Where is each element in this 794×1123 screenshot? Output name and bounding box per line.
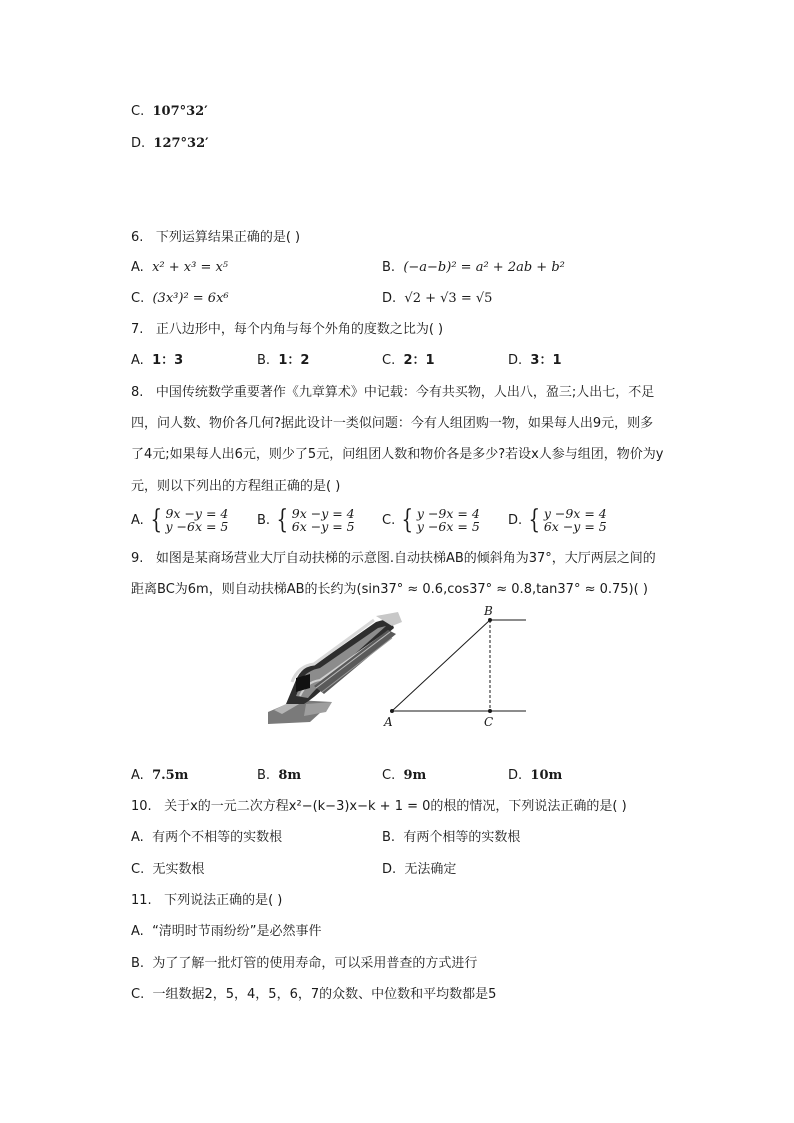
q9-option-a: A. 7.5m bbox=[131, 768, 189, 783]
q6-option-c: C. (3x³)² = 6x⁶ bbox=[131, 291, 229, 306]
q7-stem: 7. 正八边形中，每个内角与每个外角的度数之比为( ) bbox=[131, 322, 444, 337]
equation-system: { y −9x = 4 y −6x = 5 bbox=[401, 505, 480, 535]
q11-option-c: C. 一组数据2，5，4，5，6，7的众数、中位数和平均数都是5 bbox=[131, 987, 497, 1002]
point-c-dot bbox=[488, 709, 492, 713]
q9-option-b: B. 8m bbox=[257, 768, 302, 783]
q8-option-b: B. { 9x −y = 4 6x −y = 5 bbox=[257, 505, 355, 535]
equation-system: { 9x −y = 4 y −6x = 5 bbox=[150, 505, 229, 535]
q6-option-d: D. √2 + √3 = √5 bbox=[382, 291, 493, 306]
q10-option-a: A. 有两个不相等的实数根 bbox=[131, 830, 283, 845]
escalator-diagram bbox=[378, 604, 530, 732]
q10-option-b: B. 有两个相等的实数根 bbox=[382, 830, 521, 845]
point-c-label: C bbox=[484, 715, 494, 729]
point-b-dot bbox=[488, 618, 492, 622]
q7-option-b: B. 1：2 bbox=[257, 353, 310, 368]
q5-option-d-text: 127°32′ bbox=[153, 136, 209, 151]
q9-option-c: C. 9m bbox=[382, 768, 427, 783]
q10-option-d: D. 无法确定 bbox=[382, 862, 457, 877]
q7-option-c: C. 2：1 bbox=[382, 353, 435, 368]
q7-option-d: D. 3：1 bbox=[508, 353, 562, 368]
point-a-label: A bbox=[384, 715, 393, 729]
point-b-label: B bbox=[484, 604, 493, 618]
q9-option-d: D. 10m bbox=[508, 768, 563, 783]
q6-option-b: B. (−a−b)² = a² + 2ab + b² bbox=[382, 260, 565, 275]
q6-stem: 6. 下列运算结果正确的是( ) bbox=[131, 230, 301, 245]
q10-stem: 10. 关于x的一元二次方程x²−(k−3)x−k + 1 = 0的根的情况，下列说法正确的是( ) bbox=[131, 799, 627, 814]
q8-option-c: C. { y −9x = 4 y −6x = 5 bbox=[382, 505, 480, 535]
q8-option-d: D. { y −9x = 4 6x −y = 5 bbox=[508, 505, 607, 535]
q8-stem-line1: 8. 中国传统数学重要著作《九章算术》中记载：今有共买物，人出八，盈三;人出七，不足 bbox=[131, 385, 655, 400]
equation-system: { 9x −y = 4 6x −y = 5 bbox=[276, 505, 355, 535]
q8-stem-line4: 元，则以下列出的方程组正确的是( ) bbox=[131, 479, 341, 494]
point-a-dot bbox=[390, 709, 394, 713]
q5-option-c: C. 107°32′ bbox=[131, 104, 208, 119]
q5-option-d: D. 127°32′ bbox=[131, 136, 209, 151]
q10-option-c: C. 无实数根 bbox=[131, 862, 205, 877]
q11-option-b: B. 为了了解一批灯管的使用寿命，可以采用普查的方式进行 bbox=[131, 956, 478, 971]
q11-option-a: A. “清明时节雨纷纷”是必然事件 bbox=[131, 924, 322, 939]
q6-option-a: A. x² + x³ = x⁵ bbox=[131, 260, 229, 275]
q5-option-c-text: 107°32′ bbox=[152, 104, 208, 119]
q9-stem-line1: 9. 如图是某商场营业大厅自动扶梯的示意图.自动扶梯AB的倾斜角为37°，大厅两层之间的 bbox=[131, 551, 656, 566]
q8-stem-line2: 四，问人数、物价各几何?据此设计一类似问题：今有人组团购一物，如果每人出9元，则多 bbox=[131, 416, 654, 431]
q7-option-a: A. 1：3 bbox=[131, 353, 184, 368]
q9-stem-line2: 距离BC为6m，则自动扶梯AB的长约为(sin37° ≈ 0.6,cos37° ≈ 0.8,tan37° ≈ 0.75)( ) bbox=[131, 582, 648, 597]
q8-option-a: A. { 9x −y = 4 y −6x = 5 bbox=[131, 505, 229, 535]
escalator-line-ab bbox=[392, 620, 490, 711]
q8-stem-line3: 了4元;如果每人出6元，则少了5元，问组团人数和物价各是多少?若设x人参与组团，物价为y bbox=[131, 447, 664, 462]
equation-system: { y −9x = 4 6x −y = 5 bbox=[528, 505, 607, 535]
q11-stem: 11. 下列说法正确的是( ) bbox=[131, 893, 283, 908]
